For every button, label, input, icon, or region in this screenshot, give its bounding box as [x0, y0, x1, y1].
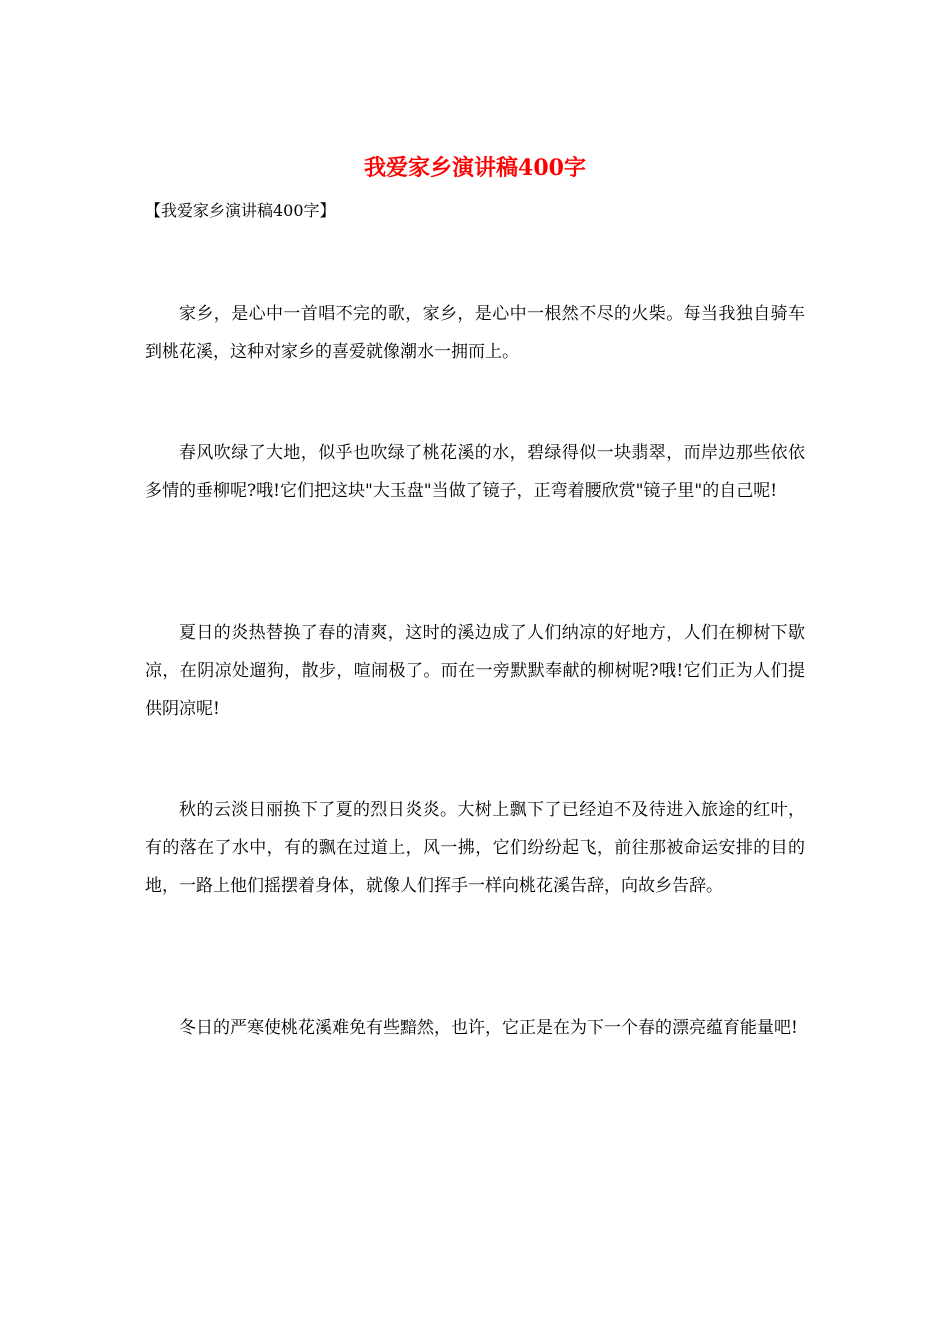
paragraph-summer: 夏日的炎热替换了春的清爽，这时的溪边成了人们纳凉的好地方，人们在柳树下歇凉，在阴凉处遛狗，散步，喧闹极了。而在一旁默默奉献的柳树呢?哦!它们正为人们提供阴凉呢!: [145, 623, 805, 719]
document-title: 我爱家乡演讲稿400字: [364, 155, 586, 181]
paragraph-spring: 春风吹绿了大地，似乎也吹绿了桃花溪的水，碧绿得似一块翡翠，而岸边那些依依多情的垂柳呢?哦!它们把这块"大玉盘"当做了镜子，正弯着腰欣赏"镜子里"的自己呢!: [145, 443, 805, 501]
paragraph-winter: 冬日的严寒使桃花溪难免有些黯然，也许，它正是在为下一个春的漂亮蕴育能量吧!: [179, 1018, 798, 1038]
document-subtitle: 【我爱家乡演讲稿400字】: [145, 201, 336, 220]
paragraph-hometown-intro: 家乡，是心中一首唱不完的歌，家乡，是心中一根然不尽的火柴。每当我独自骑车到桃花溪，这种对家乡的喜爱就像潮水一拥而上。: [145, 304, 805, 362]
paragraph-autumn: 秋的云淡日丽换下了夏的烈日炎炎。大树上飘下了已经迫不及待进入旅途的红叶，有的落在了水中，有的飘在过道上，风一拂，它们纷纷起飞，前往那被命运安排的目的地，一路上他们摇摆着身体，就像人们挥手一样向桃花溪告辞，向故乡告辞。: [145, 800, 805, 896]
